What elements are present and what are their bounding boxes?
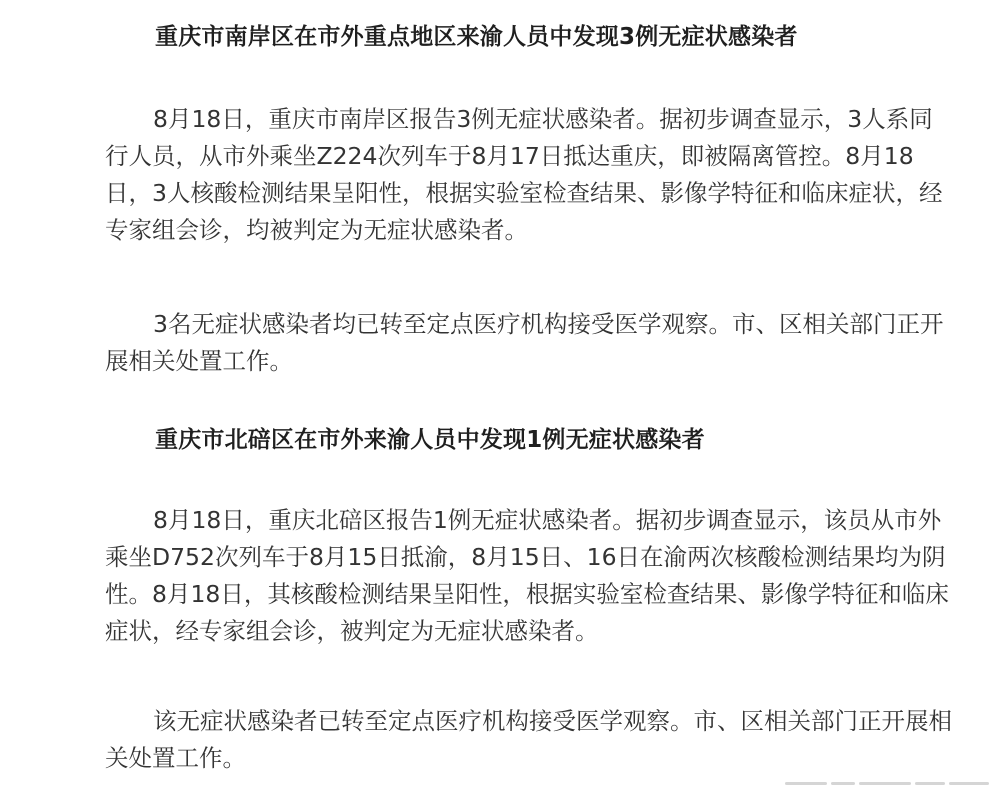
paragraph-nanan-report: 8月18日，重庆市南岸区报告3例无症状感染者。据初步调查显示，3人系同行人员，从市外乘坐Z224次列车于8月17日抵达重庆，即被隔离管控。8月18日，3人核酸检测结果呈阳性，根据实验室检查结果、影像学特征和临床症状，经专家组会诊，均被判定为无症状感染者。 <box>105 105 943 244</box>
paragraph-beibei-report: 8月18日，重庆北碚区报告1例无症状感染者。据初步调查显示，该员从市外乘坐D752次列车于8月15日抵渝，8月15日、16日在渝两次核酸检测结果均为阴性。8月18日，其核酸检测结果呈阳性，根据实验室检查结果、影像学特征和临床症状，经专家组会诊，被判定为无症状感染者。 <box>105 506 949 645</box>
watermark-mark <box>785 772 995 794</box>
section-title-nanan: 重庆市南岸区在市外重点地区来渝人员中发现3例无症状感染者 <box>155 24 798 50</box>
section-title-beibei: 重庆市北碚区在市外来渝人员中发现1例无症状感染者 <box>155 427 705 453</box>
paragraph-nanan-status: 3名无症状感染者均已转至定点医疗机构接受医学观察。市、区相关部门正开展相关处置工作。 <box>105 310 944 375</box>
paragraph-beibei-status: 该无症状感染者已转至定点医疗机构接受医学观察。市、区相关部门正开展相关处置工作。 <box>105 707 952 772</box>
